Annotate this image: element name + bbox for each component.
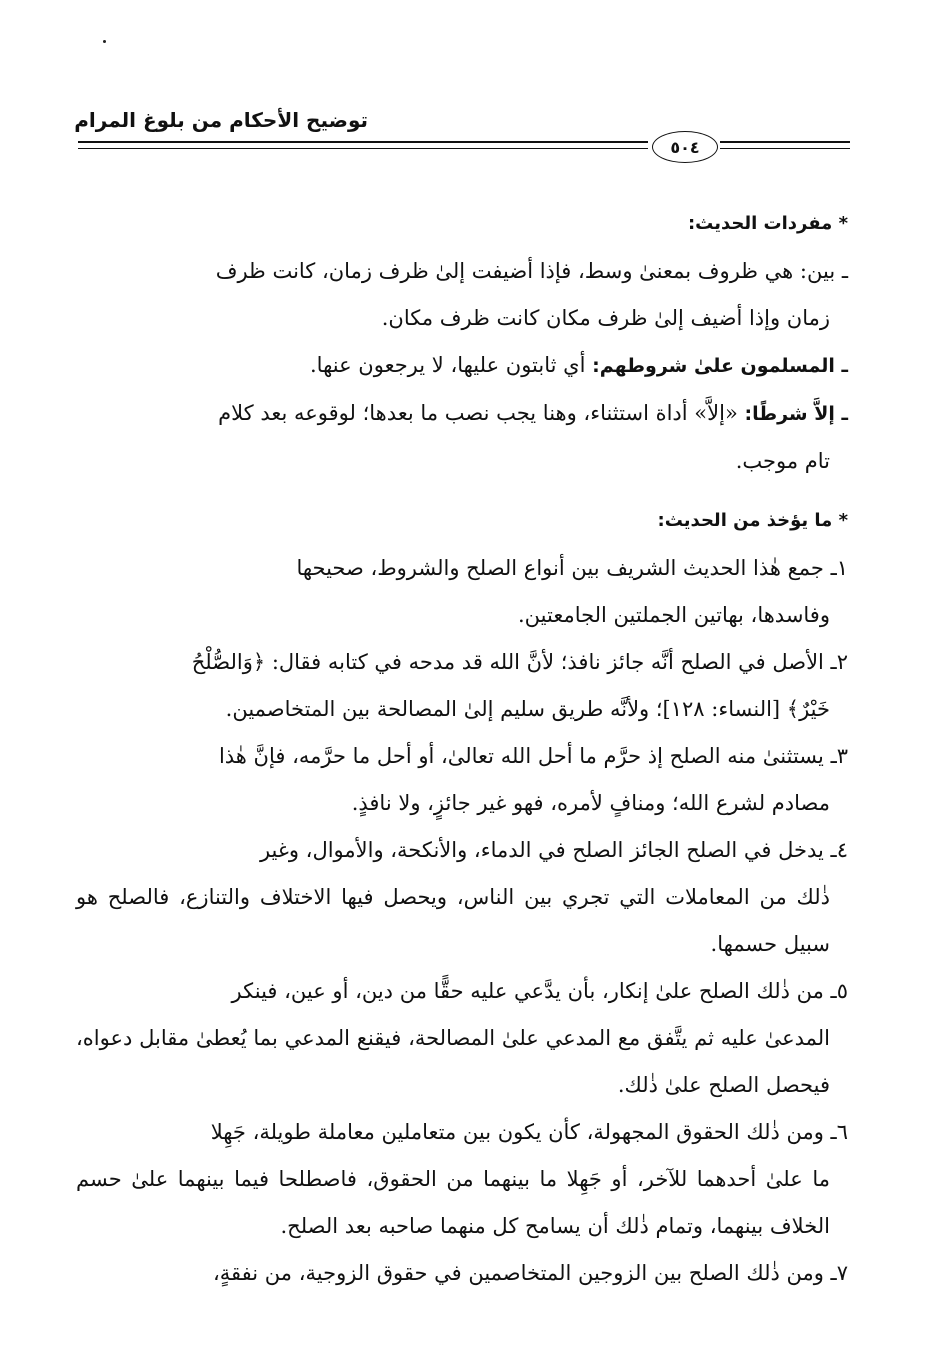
- vocab-heading: * مفردات الحديث:: [687, 213, 848, 234]
- vocab-item-illa-shartan: [76, 390, 848, 485]
- lesson-continuation: المدعىٰ عليه ثم يتَّفق مع المدعي علىٰ المصالحة، فيقنع المدعي بما يُعطىٰ مقابل دعواه، فيحصل الصلح علىٰ ذٰلك.: [76, 1026, 830, 1097]
- header-rule-left-bottom: [78, 148, 648, 149]
- header-rule-right-bottom: [720, 148, 850, 149]
- vocab-definition: «إلاَّ» أداة استثناء، وهنا يجب نصب ما بعدها؛ لوقوعه بعد كلام: [218, 401, 745, 425]
- section-gap: [76, 485, 848, 497]
- lesson-line: ٦ـ ومن ذٰلك الحقوق المجهولة، كأن يكون بين متعاملين معاملة طويلة، جَهِلا: [210, 1120, 848, 1144]
- vocab-item-bayn: [76, 248, 848, 342]
- lesson-line: ٣ـ يستثنىٰ منه الصلح إذ حرَّم ما أحل الله تعالىٰ، أو أحل ما حرَّمه، فإنَّ هٰذا: [218, 744, 848, 768]
- lesson-line: ٧ـ ومن ذٰلك الصلح بين الزوجين المتخاصمين في حقوق الزوجية، من نفقةٍ،: [213, 1261, 848, 1285]
- lesson-item-3: [76, 733, 848, 827]
- lesson-line: ٤ـ يدخل في الصلح الجائز الصلح في الدماء، والأنكحة، والأموال، وغير: [259, 838, 848, 862]
- lesson-item-6: [76, 1109, 848, 1250]
- vocab-item-continuation: تام موجب.: [735, 449, 830, 473]
- lesson-line: ١ـ جمع هٰذا الحديث الشريف بين أنواع الصلح والشروط، صحيحها: [296, 556, 848, 580]
- lesson-continuation: مصادم لشرع الله؛ ومنافٍ لأمره، فهو غير جائزٍ، ولا نافذٍ.: [351, 791, 830, 815]
- lesson-continuation: ذٰلك من المعاملات التي تجري بين الناس، ويحصل فيها الاختلاف والتنازع، فالصلح هو سبيل حسمها.: [76, 885, 830, 956]
- vocab-term: ـ المسلمون علىٰ شروطهم:: [592, 355, 848, 377]
- page-speck: [103, 40, 106, 43]
- vocab-definition: أي ثابتون عليها، لا يرجعون عنها.: [310, 353, 593, 377]
- header-rule-left-top: [78, 141, 648, 143]
- lesson-line: ٢ـ الأصل في الصلح أنَّه جائز نافذ؛ لأنَّ الله قد مدحه في كتابه فقال: ﴿وَالصُّلْحُ: [191, 650, 848, 674]
- vocab-item-line: ـ بين: هي ظروف بمعنىٰ وسط، فإذا أضيفت إلىٰ ظرف زمان، كانت ظرف: [215, 259, 848, 283]
- lesson-item-4: [76, 827, 848, 968]
- vocab-item-muslimun: [76, 342, 848, 390]
- vocab-item-continuation: زمان وإذا أضيف إلىٰ ظرف مكان كانت ظرف مكان.: [381, 306, 830, 330]
- lessons-heading: * ما يؤخذ من الحديث:: [657, 510, 848, 531]
- lesson-line: ٥ـ من ذٰلك الصلح علىٰ إنكار، بأن يدَّعي عليه حقًّا من دين، أو عين، فينكر: [231, 979, 848, 1003]
- running-header-title: توضيح الأحكام من بلوغ المرام: [74, 108, 368, 132]
- lesson-continuation: خَيْرٌ﴾ [النساء: ١٢٨]؛ ولأنَّه طريق سليم إلىٰ المصالحة بين المتخاصمين.: [225, 697, 830, 721]
- vocab-item-line: [76, 342, 848, 390]
- lesson-item-5: [76, 968, 848, 1109]
- vocab-item-line: [76, 390, 848, 438]
- lesson-item-2: [76, 639, 848, 733]
- lesson-item-7: [76, 1250, 848, 1297]
- page-number: ٥٠٤: [652, 131, 718, 163]
- lesson-continuation: وفاسدها، بهاتين الجملتين الجامعتين.: [517, 603, 830, 627]
- lesson-item-1: [76, 545, 848, 639]
- lesson-continuation: ما علىٰ أحدهما للآخر، أو جَهِلا ما بينهما من الحقوق، فاصطلحا فيما بينهما علىٰ حسم الخلاف بينهما، وتمام ذٰلك أن يسامح كل منهما صاحبه بعد الصلح.: [76, 1167, 830, 1238]
- vocab-term: ـ إلاَّ شرطًا:: [744, 403, 848, 425]
- page-body: [76, 200, 848, 1297]
- header-rule-right-top: [720, 141, 850, 143]
